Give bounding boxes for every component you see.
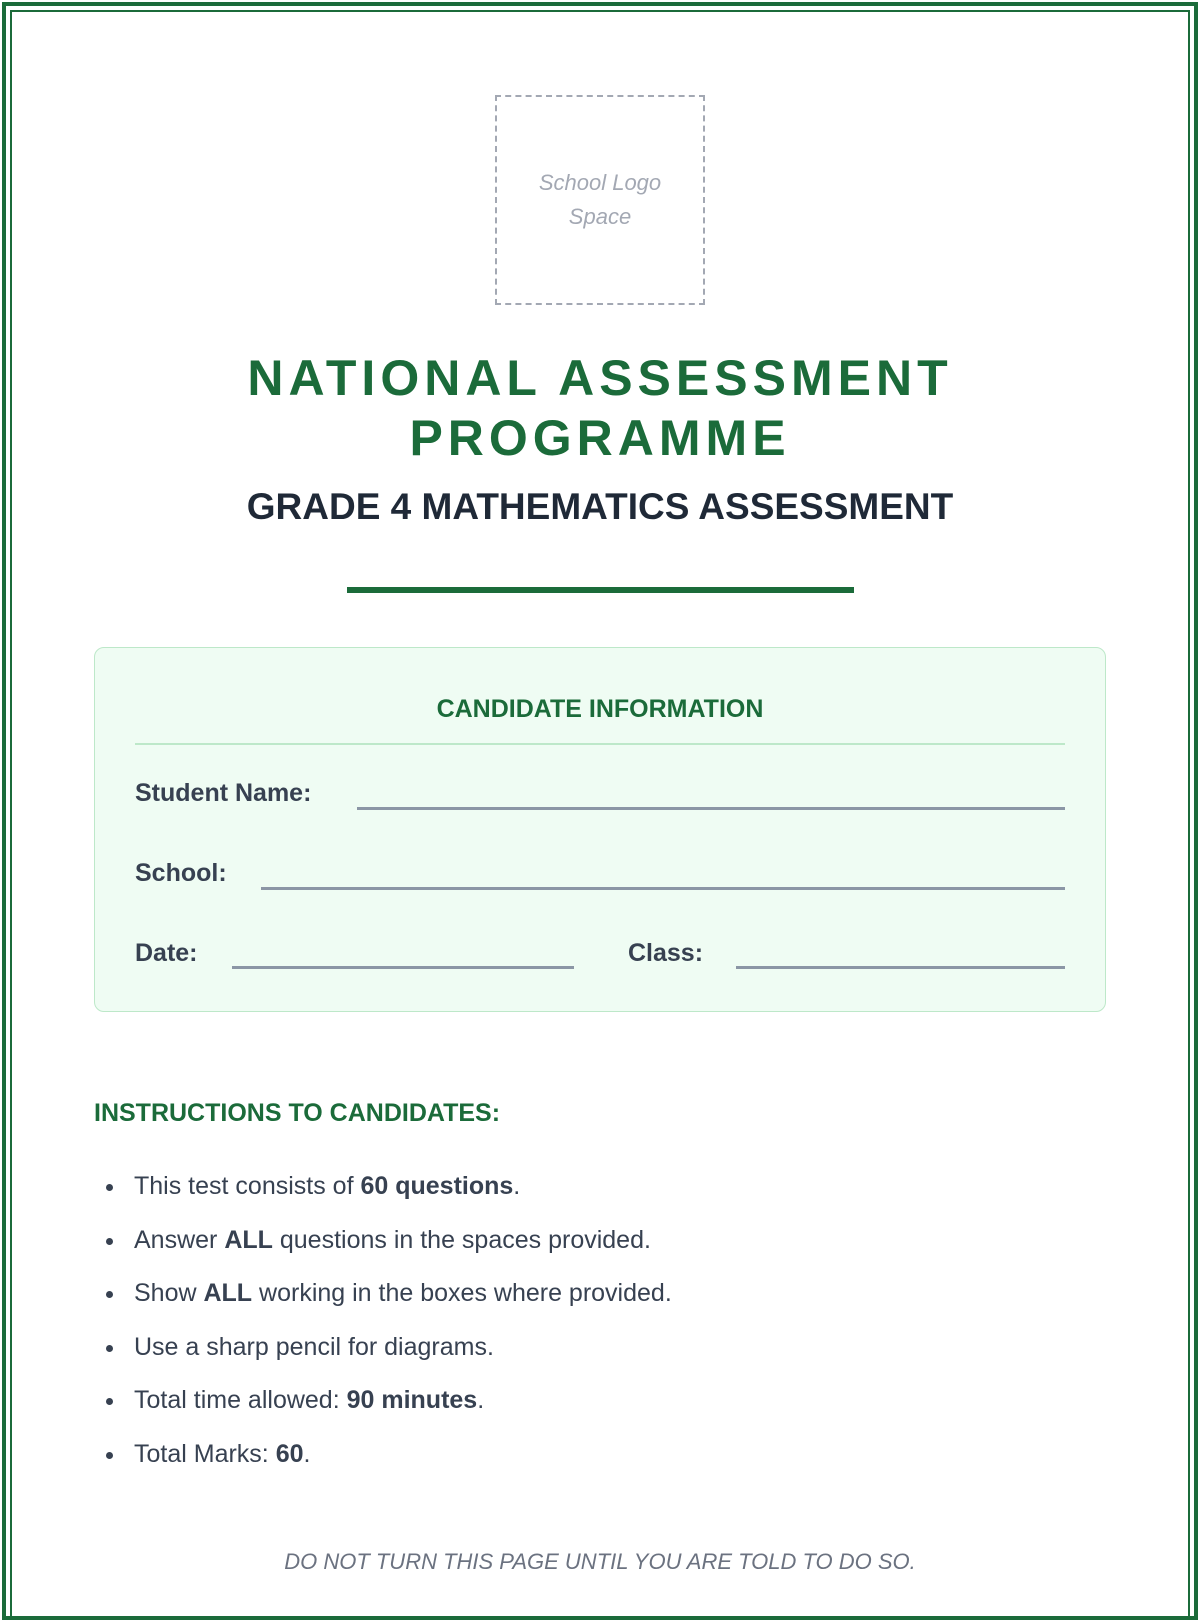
logo-placeholder-text <box>525 166 675 234</box>
instruction-item: Total time allowed: 90 minutes. <box>94 1374 672 1428</box>
student-name-label: Student Name: <box>135 779 312 807</box>
instruction-item: Use a sharp pencil for diagrams. <box>94 1321 672 1375</box>
candidate-information-panel <box>94 647 1106 1012</box>
instruction-item: Show ALL working in the boxes where provided. <box>94 1267 672 1321</box>
student-name-field[interactable] <box>357 807 1065 810</box>
footer-warning: DO NOT TURN THIS PAGE UNTIL YOU ARE TOLD TO DO SO. <box>284 1549 916 1574</box>
title-line-2: PROGRAMME <box>409 410 791 466</box>
candidate-information-heading: CANDIDATE INFORMATION <box>436 695 764 723</box>
instruction-item: Total Marks: 60. <box>94 1428 672 1482</box>
instruction-item: Answer ALL questions in the spaces provided. <box>94 1214 672 1268</box>
instructions-list <box>94 1160 672 1481</box>
assessment-subtitle: GRADE 4 MATHEMATICS ASSESSMENT <box>246 486 954 527</box>
title-line-1: NATIONAL ASSESSMENT <box>247 350 953 406</box>
logo-placeholder-line2: Space <box>568 204 632 229</box>
instructions-heading: INSTRUCTIONS TO CANDIDATES: <box>94 1099 501 1127</box>
candidate-heading-divider <box>135 743 1065 745</box>
school-label: School: <box>135 859 227 887</box>
date-label: Date: <box>135 939 198 967</box>
date-field[interactable] <box>232 966 574 969</box>
title-divider <box>347 587 854 593</box>
class-field[interactable] <box>736 966 1065 969</box>
page-title <box>0 348 1200 468</box>
logo-placeholder-line1: School Logo <box>538 170 662 195</box>
instruction-item: This test consists of 60 questions. <box>94 1160 672 1214</box>
school-field[interactable] <box>261 887 1065 890</box>
class-label: Class: <box>628 939 704 967</box>
school-logo-placeholder <box>495 95 705 305</box>
